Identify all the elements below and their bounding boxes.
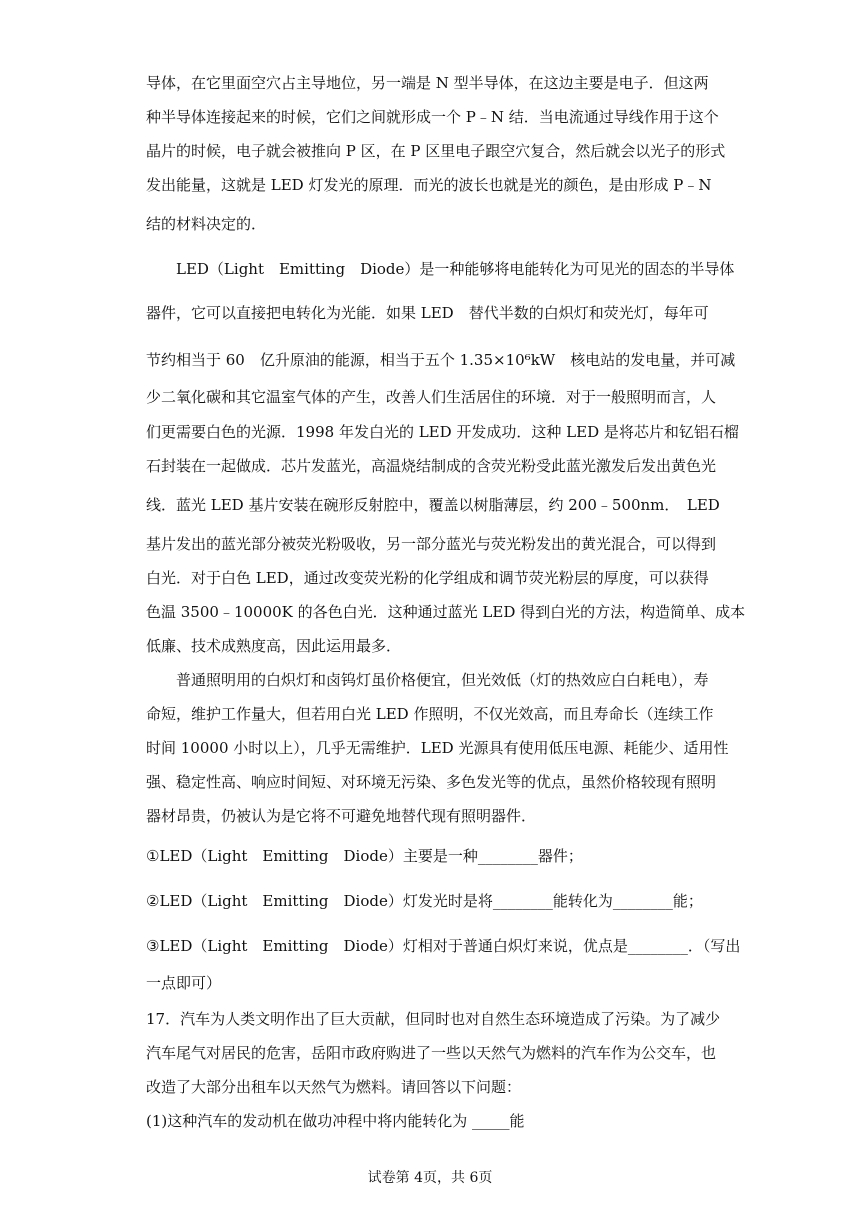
- paragraph-line: 基片发出的蓝光部分被荧光粉吸收，另一部分蓝光与荧光粉发出的黄光混合，可以得到: [146, 535, 717, 553]
- paragraph-line: 低廉、技术成熟度高，因此运用最多．: [146, 637, 402, 655]
- question-17: 17．汽车为人类文明作出了巨大贡献，但同时也对自然生态环境造成了污染。为了减少: [146, 1010, 721, 1028]
- question-item: ②LED（Light Emitting Diode）灯发光时是将________能转化为________能；: [146, 892, 703, 910]
- page-footer: 试卷第 4页，共 6页: [367, 1170, 493, 1186]
- question-17: 改造了大部分出租车以天然气为燃料。请回答以下问题：: [146, 1078, 522, 1096]
- paragraph-line: LED（Light Emitting Diode）是一种能够将电能转化为可见光的固态的半导体: [176, 260, 735, 278]
- paragraph-line: 器件，它可以直接把电转化为光能．如果 LED 替代半数的白炽灯和荧光灯，每年可: [146, 304, 709, 322]
- paragraph-line: 少二氧化碳和其它温室气体的产生，改善人们生活居住的环境．对于一般照明而言，人: [146, 388, 717, 406]
- question-item: ③LED（Light Emitting Diode）灯相对于普通白炽灯来说，优点是________．（写出: [146, 937, 741, 955]
- question-17: 汽车尾气对居民的危害，岳阳市政府购进了一些以天然气为燃料的汽车作为公交车，也: [146, 1044, 717, 1062]
- paragraph-line: 们更需要白色的光源．1998 年发白光的 LED 开发成功．这种 LED 是将芯片和钇铝石榴: [146, 423, 739, 441]
- paragraph-line: 色温 3500﹣10000K 的各色白光．这种通过蓝光 LED 得到白光的方法，构造简单、成本: [146, 603, 746, 621]
- paragraph-line: 种半导体连接起来的时候，它们之间就形成一个 P﹣N 结．当电流通过导线作用于这个: [146, 108, 719, 126]
- question-item: ①LED（Light Emitting Diode）主要是一种________器件；: [146, 847, 583, 865]
- paragraph-line: 强、稳定性高、响应时间短、对环境无污染、多色发光等的优点，虽然价格较现有照明: [146, 773, 717, 791]
- question-17-sub-1: (1)这种汽车的发动机在做功冲程中将内能转化为 _____能: [146, 1112, 525, 1130]
- paragraph-line: 命短，维护工作量大，但若用白光 LED 作照明，不仅光效高，而且寿命长（连续工作: [146, 705, 714, 723]
- paragraph-line: 普通照明用的白炽灯和卤钨灯虽价格便宜，但光效低（灯的热效应白白耗电），寿: [176, 671, 709, 689]
- question-item: 一点即可）: [146, 974, 222, 992]
- paragraph-line: 时间 10000 小时以上），几乎无需维护．LED 光源具有使用低压电源、耗能少、适用性: [146, 739, 729, 757]
- paragraph-line: 节约相当于 60 亿升原油的能源，相当于五个 1.35×10⁶kW 核电站的发电量，并可减: [146, 351, 736, 369]
- paragraph-line: 白光．对于白色 LED，通过改变荧光粉的化学组成和调节荧光粉层的厚度，可以获得: [146, 569, 709, 587]
- paragraph-line: 器材昂贵，仍被认为是它将不可避免地替代现有照明器件．: [146, 807, 537, 825]
- paragraph-line: 晶片的时候，电子就会被推向 P 区，在 P 区里电子跟空穴复合，然后就会以光子的形式: [146, 142, 726, 160]
- paragraph-line: 石封装在一起做成．芯片发蓝光，高温烧结制成的含荧光粉受此蓝光激发后发出黄色光: [146, 457, 717, 475]
- paragraph-line: 导体，在它里面空穴占主导地位，另一端是 N 型半导体，在这边主要是电子．但这两: [146, 74, 709, 92]
- paragraph-line: 发出能量，这就是 LED 灯发光的原理．而光的波长也就是光的颜色，是由形成 P﹣N: [146, 176, 712, 194]
- paragraph-line: 线．蓝光 LED 基片安装在碗形反射腔中，覆盖以树脂薄层，约 200﹣500nm． LED: [146, 496, 720, 514]
- paragraph-line: 结的材料决定的．: [146, 215, 267, 233]
